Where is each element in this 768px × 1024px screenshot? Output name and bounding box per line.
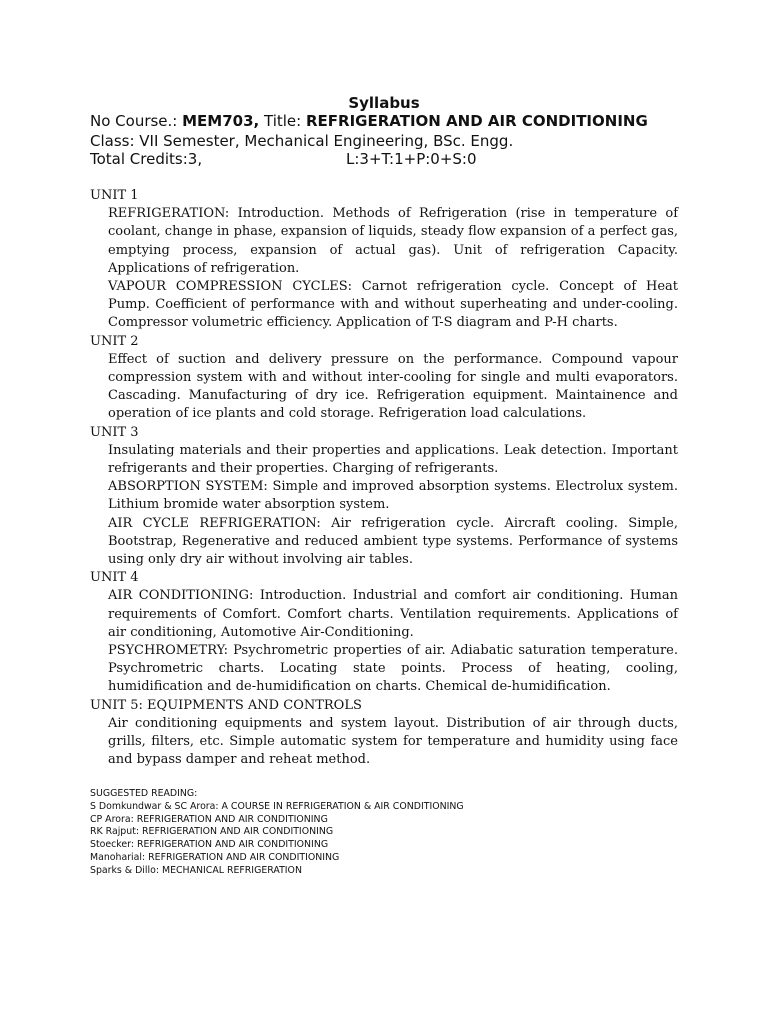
unit-heading: UNIT 1 <box>90 188 139 203</box>
reading-item: Stoecker: REFRIGERATION AND AIR CONDITIONING <box>90 839 329 851</box>
reading-item: CP Arora: REFRIGERATION AND AIR CONDITIONING <box>90 813 328 825</box>
unit-heading: UNIT 2 <box>90 333 139 349</box>
unit-paragraph: Effect of suction and delivery pressure on the performance. Compound vapour compression system with and without inter-cooling for single and multi evaporators. Cascading. Manufacturing of dry ice. Refrigeration equipment. Maintainence and operation of ice plants and cold storage. Refrigeration load calculations. <box>108 351 678 422</box>
unit-2 <box>90 333 678 424</box>
course-line <box>90 112 648 130</box>
total-credits: Total Credits:3, <box>90 150 203 168</box>
unit-1 <box>90 187 678 333</box>
unit-paragraph: Insulating materials and their properties and applications. Leak detection. Important refrigerants and their properties. Charging of refrigerants. <box>108 442 678 477</box>
course-code: MEM703, <box>182 112 260 130</box>
course-title: REFRIGERATION AND AIR CONDITIONING <box>305 112 648 130</box>
class-line: Class: VII Semester, Mechanical Engineering, BSc. Engg. <box>90 132 514 150</box>
unit-paragraph: AIR CYCLE REFRIGERATION: Air refrigeration cycle. Aircraft cooling. Simple, Bootstrap, Regenerative and reduced ambient type systems. Performance of systems using only dry air without involving air tables. <box>108 515 678 568</box>
unit-4 <box>90 569 678 696</box>
unit-paragraph: Air conditioning equipments and system layout. Distribution of air through ducts, grills, filters, etc. Simple automatic system for temperature and humidity using face and bypass damper and reheat method. <box>108 715 678 768</box>
page-title: Syllabus <box>348 94 420 112</box>
unit-paragraph: REFRIGERATION: Introduction. Methods of Refrigeration (rise in temperature of coolant, change in phase, expansion of liquids, steady flow expansion of a perfect gas, emptying process, expansion of actual gas). Unit of refrigeration Capacity. Applications of refrigeration. <box>108 206 678 276</box>
unit-paragraph: VAPOUR COMPRESSION CYCLES: Carnot refrigeration cycle. Concept of Heat Pump. Coefficient of performance with and without superheating and under-cooling. Compressor volumetric efficiency. Application of T-S diagram and P-H charts. <box>108 279 678 331</box>
unit-heading: UNIT 4 <box>90 570 139 586</box>
unit-paragraph: PSYCHROMETRY: Psychrometric properties of air. Adiabatic saturation temperature. Psychrometric charts. Locating state points. Process of heating, cooling, humidification and de-humidification on charts. Chemical de-humidification. <box>108 643 678 695</box>
course-prefix: No Course.: <box>90 112 183 130</box>
reading-item: Manoharial: REFRIGERATION AND AIR CONDITIONING <box>90 851 340 863</box>
unit-3 <box>90 424 678 570</box>
unit-5 <box>90 697 678 770</box>
reading-item: S Domkundwar & SC Arora: A COURSE IN REFRIGERATION & AIR CONDITIONING <box>90 800 464 812</box>
reading-item: Sparks & Dillo: MECHANICAL REFRIGERATION <box>90 864 302 876</box>
unit-paragraph: AIR CONDITIONING: Introduction. Industrial and comfort air conditioning. Human requirements of Comfort. Comfort charts. Ventilation requirements. Applications of air conditioning, Automotive Air-Conditioning. <box>108 588 678 640</box>
reading-item: RK Rajput: REFRIGERATION AND AIR CONDITIONING <box>90 826 334 838</box>
hours-breakdown: L:3+T:1+P:0+S:0 <box>346 150 477 168</box>
credits-line <box>90 150 477 168</box>
syllabus-body <box>90 187 678 770</box>
title-label: Title: <box>259 112 306 130</box>
unit-heading: UNIT 3 <box>90 424 139 440</box>
suggested-reading <box>90 788 464 878</box>
unit-paragraph: ABSORPTION SYSTEM: Simple and improved absorption systems. Electrolux system. Lithium bromide water absorption system. <box>108 479 678 513</box>
reading-heading: SUGGESTED READING: <box>90 788 198 799</box>
unit-heading: UNIT 5: EQUIPMENTS AND CONTROLS <box>90 697 362 713</box>
